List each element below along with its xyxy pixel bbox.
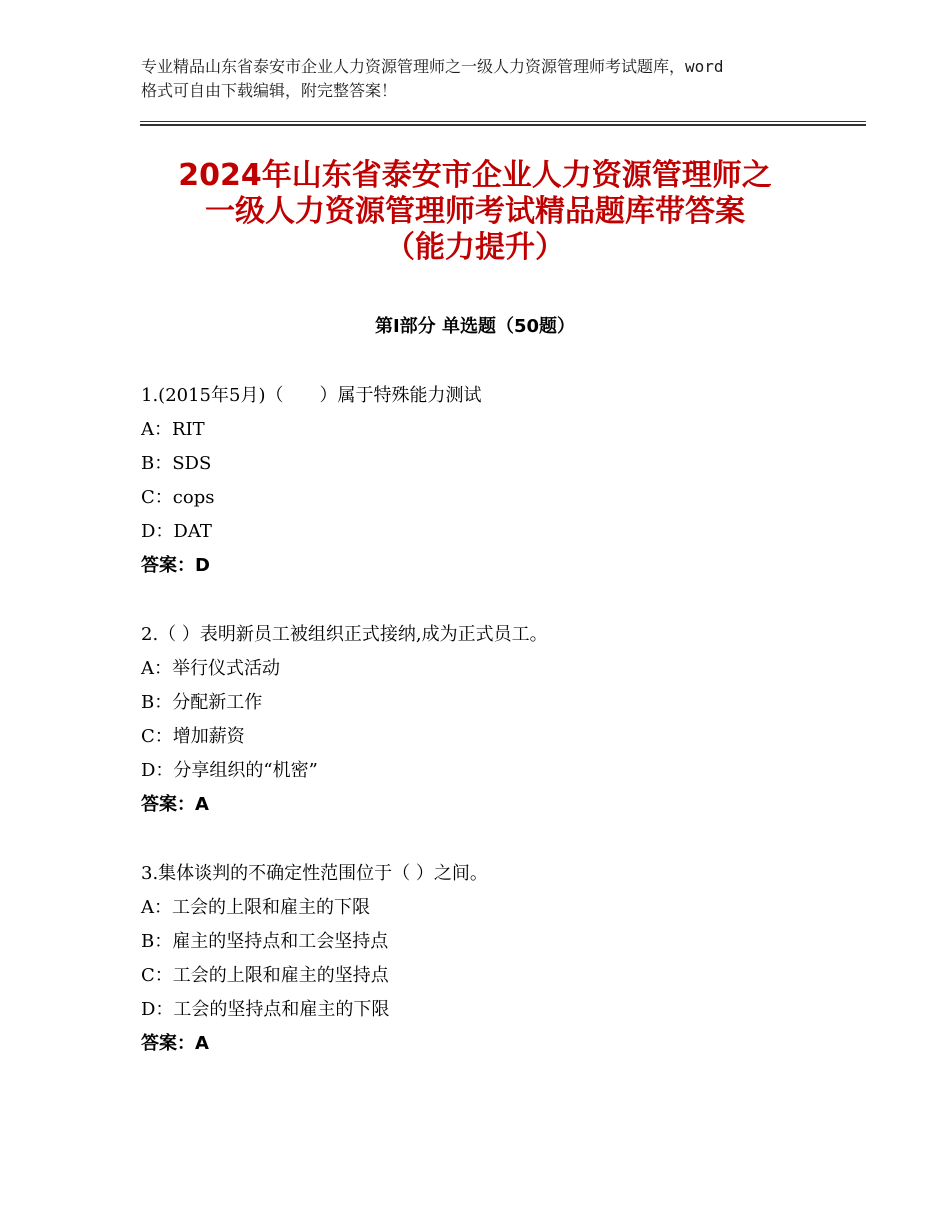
- option-b: B：SDS: [141, 453, 212, 474]
- option-a: A：举行仪式活动: [141, 658, 280, 679]
- question-stem: 3.集体谈判的不确定性范围位于（ ）之间。: [141, 863, 488, 884]
- question-2: [141, 618, 861, 822]
- question-3: [141, 857, 861, 1061]
- option-d: D：分享组织的“机密”: [141, 760, 318, 781]
- option-c: C：工会的上限和雇主的坚持点: [141, 965, 389, 986]
- option-a: A：RIT: [141, 419, 205, 440]
- title-line-1: 2024年山东省泰安市企业人力资源管理师之: [178, 158, 772, 193]
- header-divider-thin: [140, 121, 866, 122]
- answer: 答案：A: [141, 794, 209, 815]
- question-1: [141, 379, 861, 583]
- title-line-3: （能力提升）: [385, 230, 565, 265]
- option-a: A：工会的上限和雇主的下限: [141, 897, 370, 918]
- question-stem: 1.(2015年5月)（ ）属于特殊能力测试: [141, 385, 482, 406]
- title-line-2: 一级人力资源管理师考试精品题库带答案: [205, 194, 745, 229]
- question-stem: 2.（ ）表明新员工被组织正式接纳,成为正式员工。: [141, 624, 548, 645]
- option-d: D：DAT: [141, 521, 212, 542]
- option-b: B：雇主的坚持点和工会坚持点: [141, 931, 389, 952]
- option-b: B：分配新工作: [141, 692, 263, 713]
- option-c: C：cops: [141, 487, 215, 508]
- answer: 答案：D: [141, 555, 210, 576]
- header-divider-thick: [140, 124, 866, 126]
- header-note-line-2: 格式可自由下载编辑，附完整答案！: [141, 81, 398, 100]
- document-title: [100, 158, 850, 266]
- answer: 答案：A: [141, 1033, 209, 1054]
- header-note-line-1: 专业精品山东省泰安市企业人力资源管理师之一级人力资源管理师考试题库，word: [141, 57, 724, 76]
- section-heading: 第Ⅰ部分 单选题（50题）: [374, 316, 575, 337]
- option-c: C：增加薪资: [141, 726, 245, 747]
- option-d: D：工会的坚持点和雇主的下限: [141, 999, 390, 1020]
- header-note: [141, 55, 841, 103]
